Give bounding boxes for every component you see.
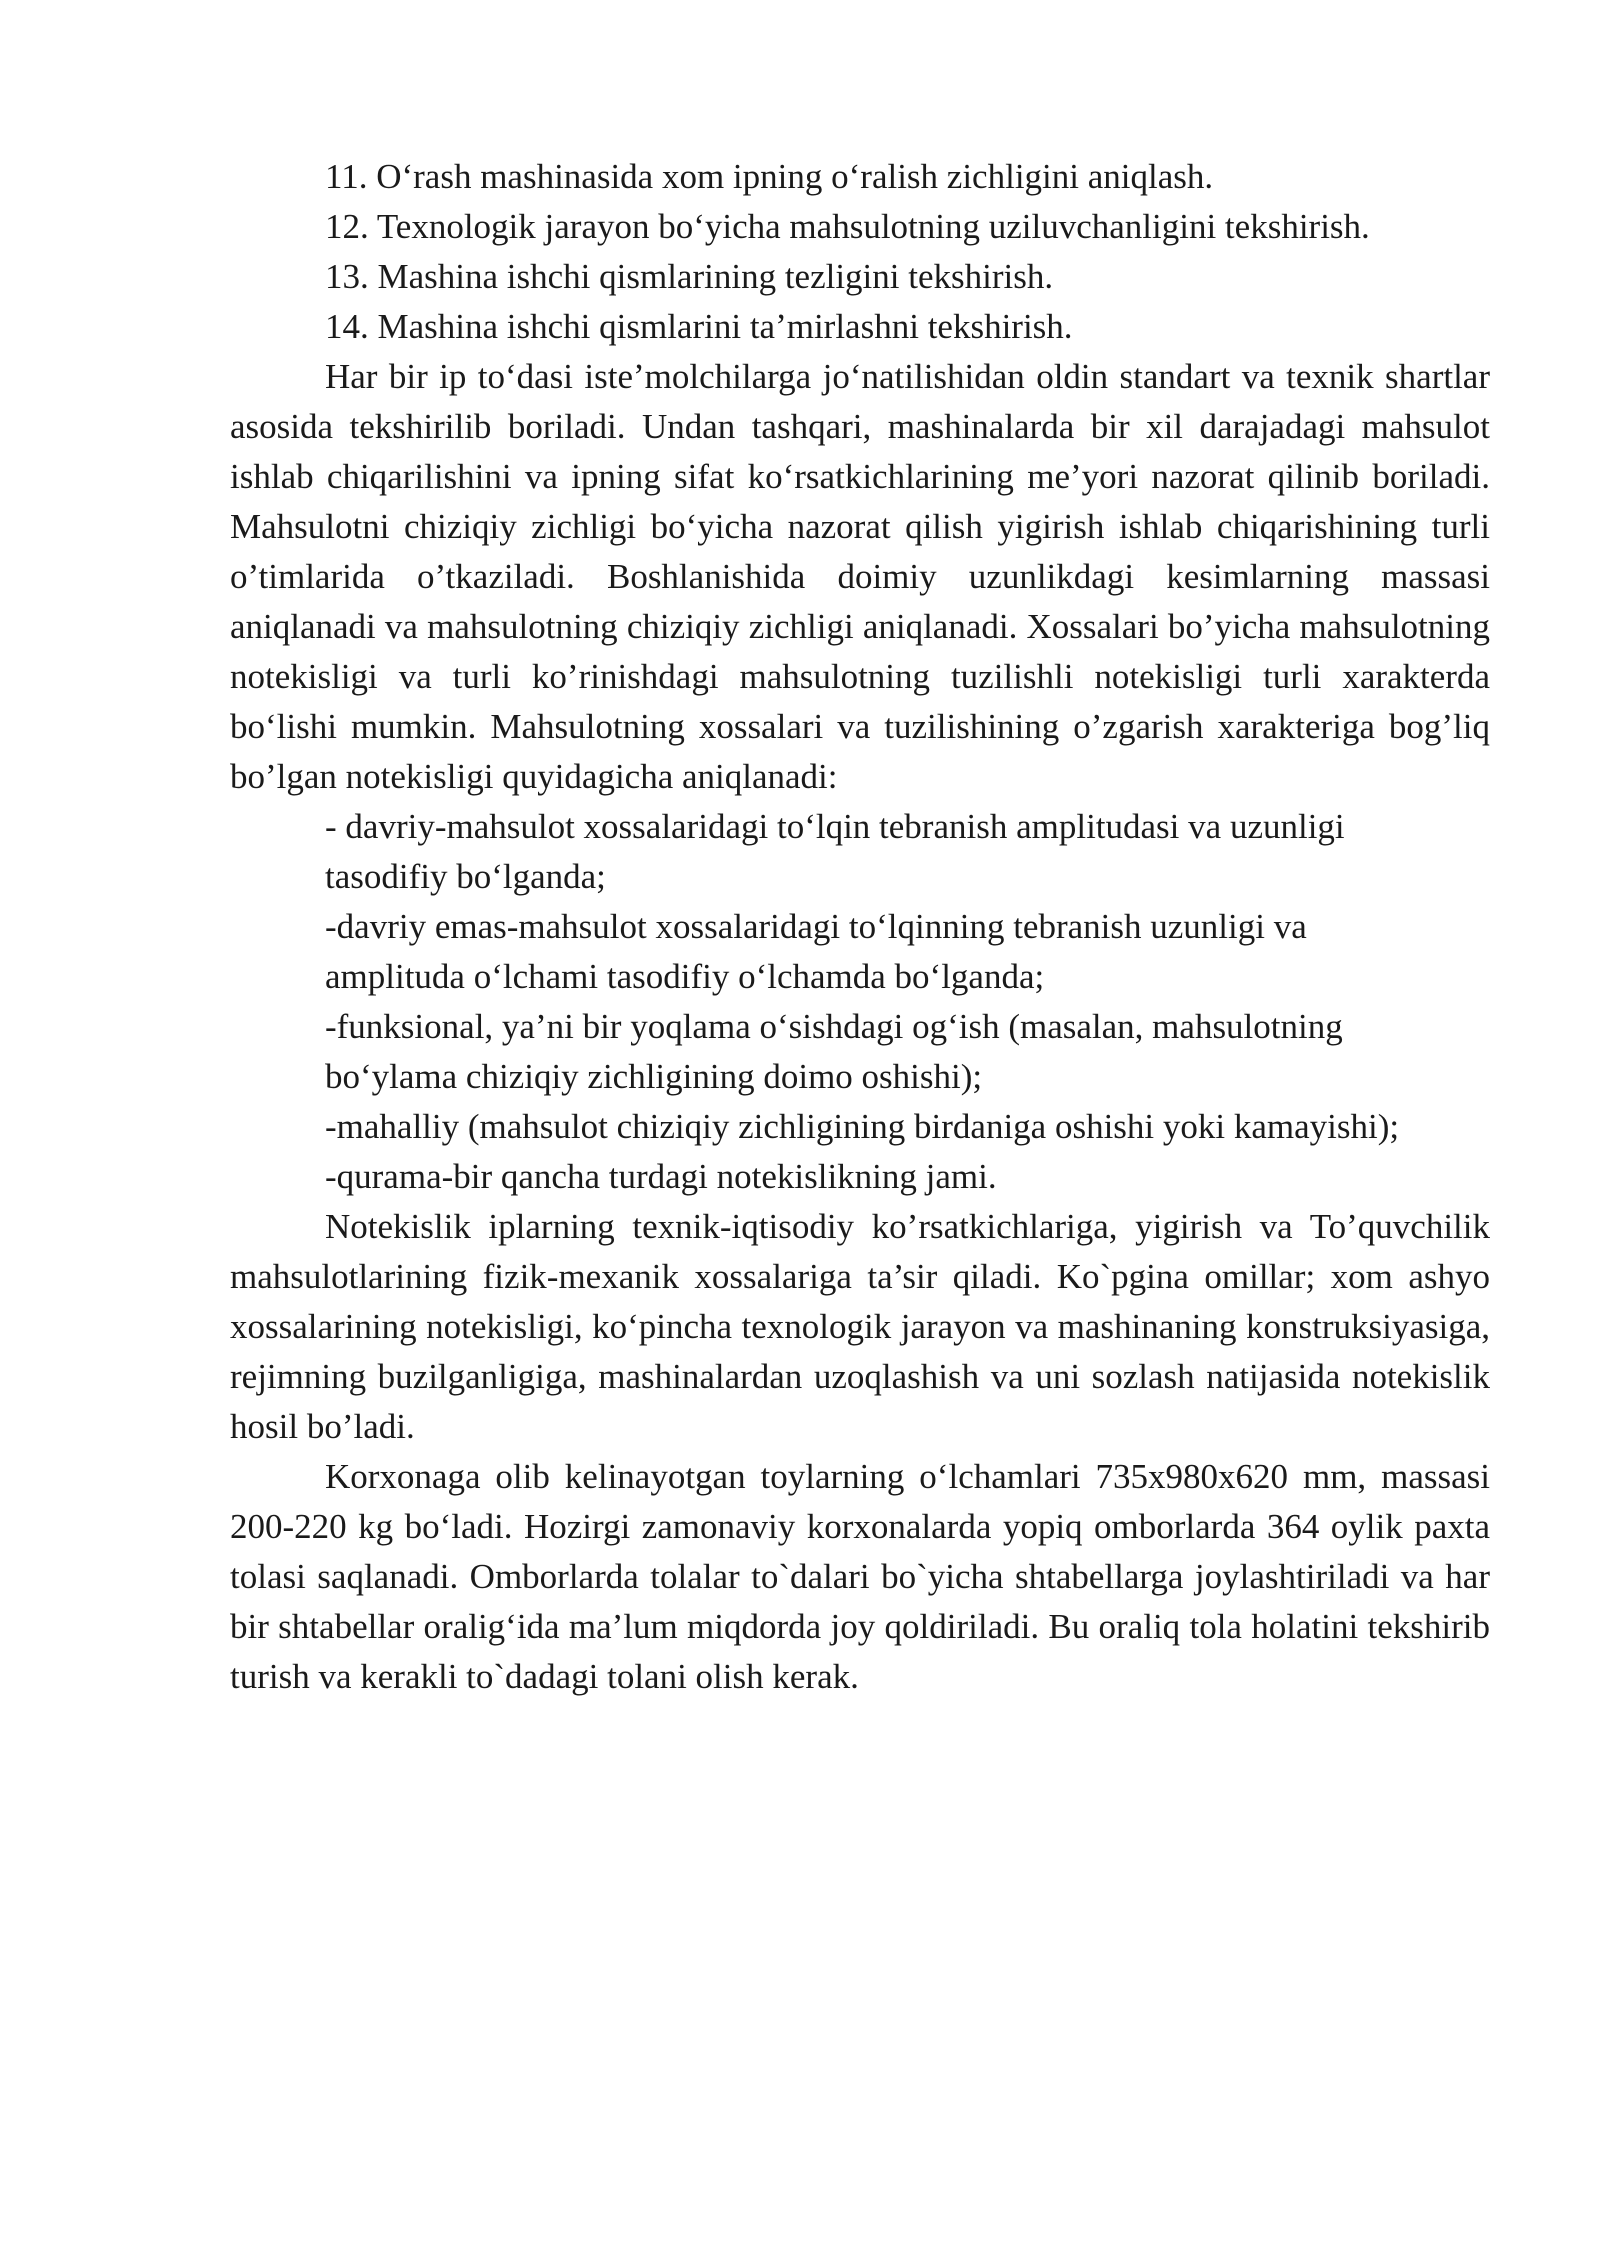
list-item-functional: -funksional, ya’ni bir yoqlama oʻsishdagi ogʻish (masalan, mahsulotning boʻylama chiziqiy zichligining doimo oshishi); — [325, 1007, 1343, 1096]
numbered-item-12: 12. Texnologik jarayon boʻyicha mahsulotning uziluvchanligini tekshirish. — [325, 207, 1370, 246]
list-item-periodic: - davriy-mahsulot xossalaridagi toʻlqin tebranish amplitudasi va uzunligi tasodifiy boʻlganda; — [325, 807, 1345, 896]
unevenness-types-list — [230, 802, 1490, 1202]
numbered-item-11: 11. Oʻrash mashinasida xom ipning oʻralish zichligini aniqlash. — [325, 157, 1214, 196]
paragraph-quality-control: Har bir ip toʻdasi isteʼmolchilarga joʻnatilishidan oldin standart va texnik shartlar asosida tekshirilib boriladi. Undan tashqari, mashinalarda bir xil darajadagi mahsulot ishlab chiqarilishini va ipning sifat koʻrsatkichlarining me’yori nazorat qilinib boriladi. Mahsulotni chiziqiy zichligi boʻyicha nazorat qilish yigirish ishlab chiqarishining turli o’timlarida o’tkaziladi. Boshlanishida doimiy uzunlikdagi kesimlarning massasi aniqlanadi va mahsulotning chiziqiy zichligi aniqlanadi. Xossalari bo’yicha mahsulotning notekisligi va turli ko’rinishdagi mahsulotning tuzilishli notekisligi turli xarakterda boʻlishi mumkin. Mahsulotning xossalari va tuzilishining o’zgarish xarakteriga bog’liq bo’lgan notekisligi quyidagicha aniqlanadi: — [230, 357, 1490, 796]
numbered-item-13: 13. Mashina ishchi qismlarining tezligini tekshirish. — [325, 257, 1054, 296]
list-item-non-periodic: -davriy emas-mahsulot xossalaridagi toʻlqinning tebranish uzunligi va amplituda oʻlchami tasodifiy oʻlchamda boʻlganda; — [325, 907, 1307, 996]
list-item-local: -mahalliy (mahsulot chiziqiy zichligining birdaniga oshishi yoki kamayishi); — [325, 1107, 1400, 1146]
numbered-item-14: 14. Mashina ishchi qismlarini taʼmirlashni tekshirish. — [325, 307, 1073, 346]
document-body — [230, 152, 1490, 1702]
list-item-combined: -qurama-bir qancha turdagi notekislikning jami. — [325, 1157, 997, 1196]
paragraph-unevenness-effects: Notekislik iplarning texnik-iqtisodiy ko’rsatkichlariga, yigirish va To’quvchilik mahsulotlarining fizik-mexanik xossalariga ta’sir qiladi. Ko`pgina omillar; xom ashyo xossalarining notekisligi, koʻpincha texnologik jarayon va mashinaning konstruksiyasiga, rejimning buzilganligiga, mashinalardan uzoqlashish va uni sozlash natijasida notekislik hosil bo’ladi. — [230, 1207, 1490, 1446]
paragraph-bale-storage: Korxonaga olib kelinayotgan toylarning oʻlchamlari 735x980x620 mm, massasi 200-220 kg boʻladi. Hozirgi zamonaviy korxonalarda yopiq omborlarda 364 oylik paxta tolasi saqlanadi. Omborlarda tolalar to`dalari bo`yicha shtabellarga joylashtiriladi va har bir shtabellar oraligʻida ma’lum miqdorda joy qoldiriladi. Bu oraliq tola holatini tekshirib turish va kerakli to`dadagi tolani olish kerak. — [230, 1457, 1490, 1696]
